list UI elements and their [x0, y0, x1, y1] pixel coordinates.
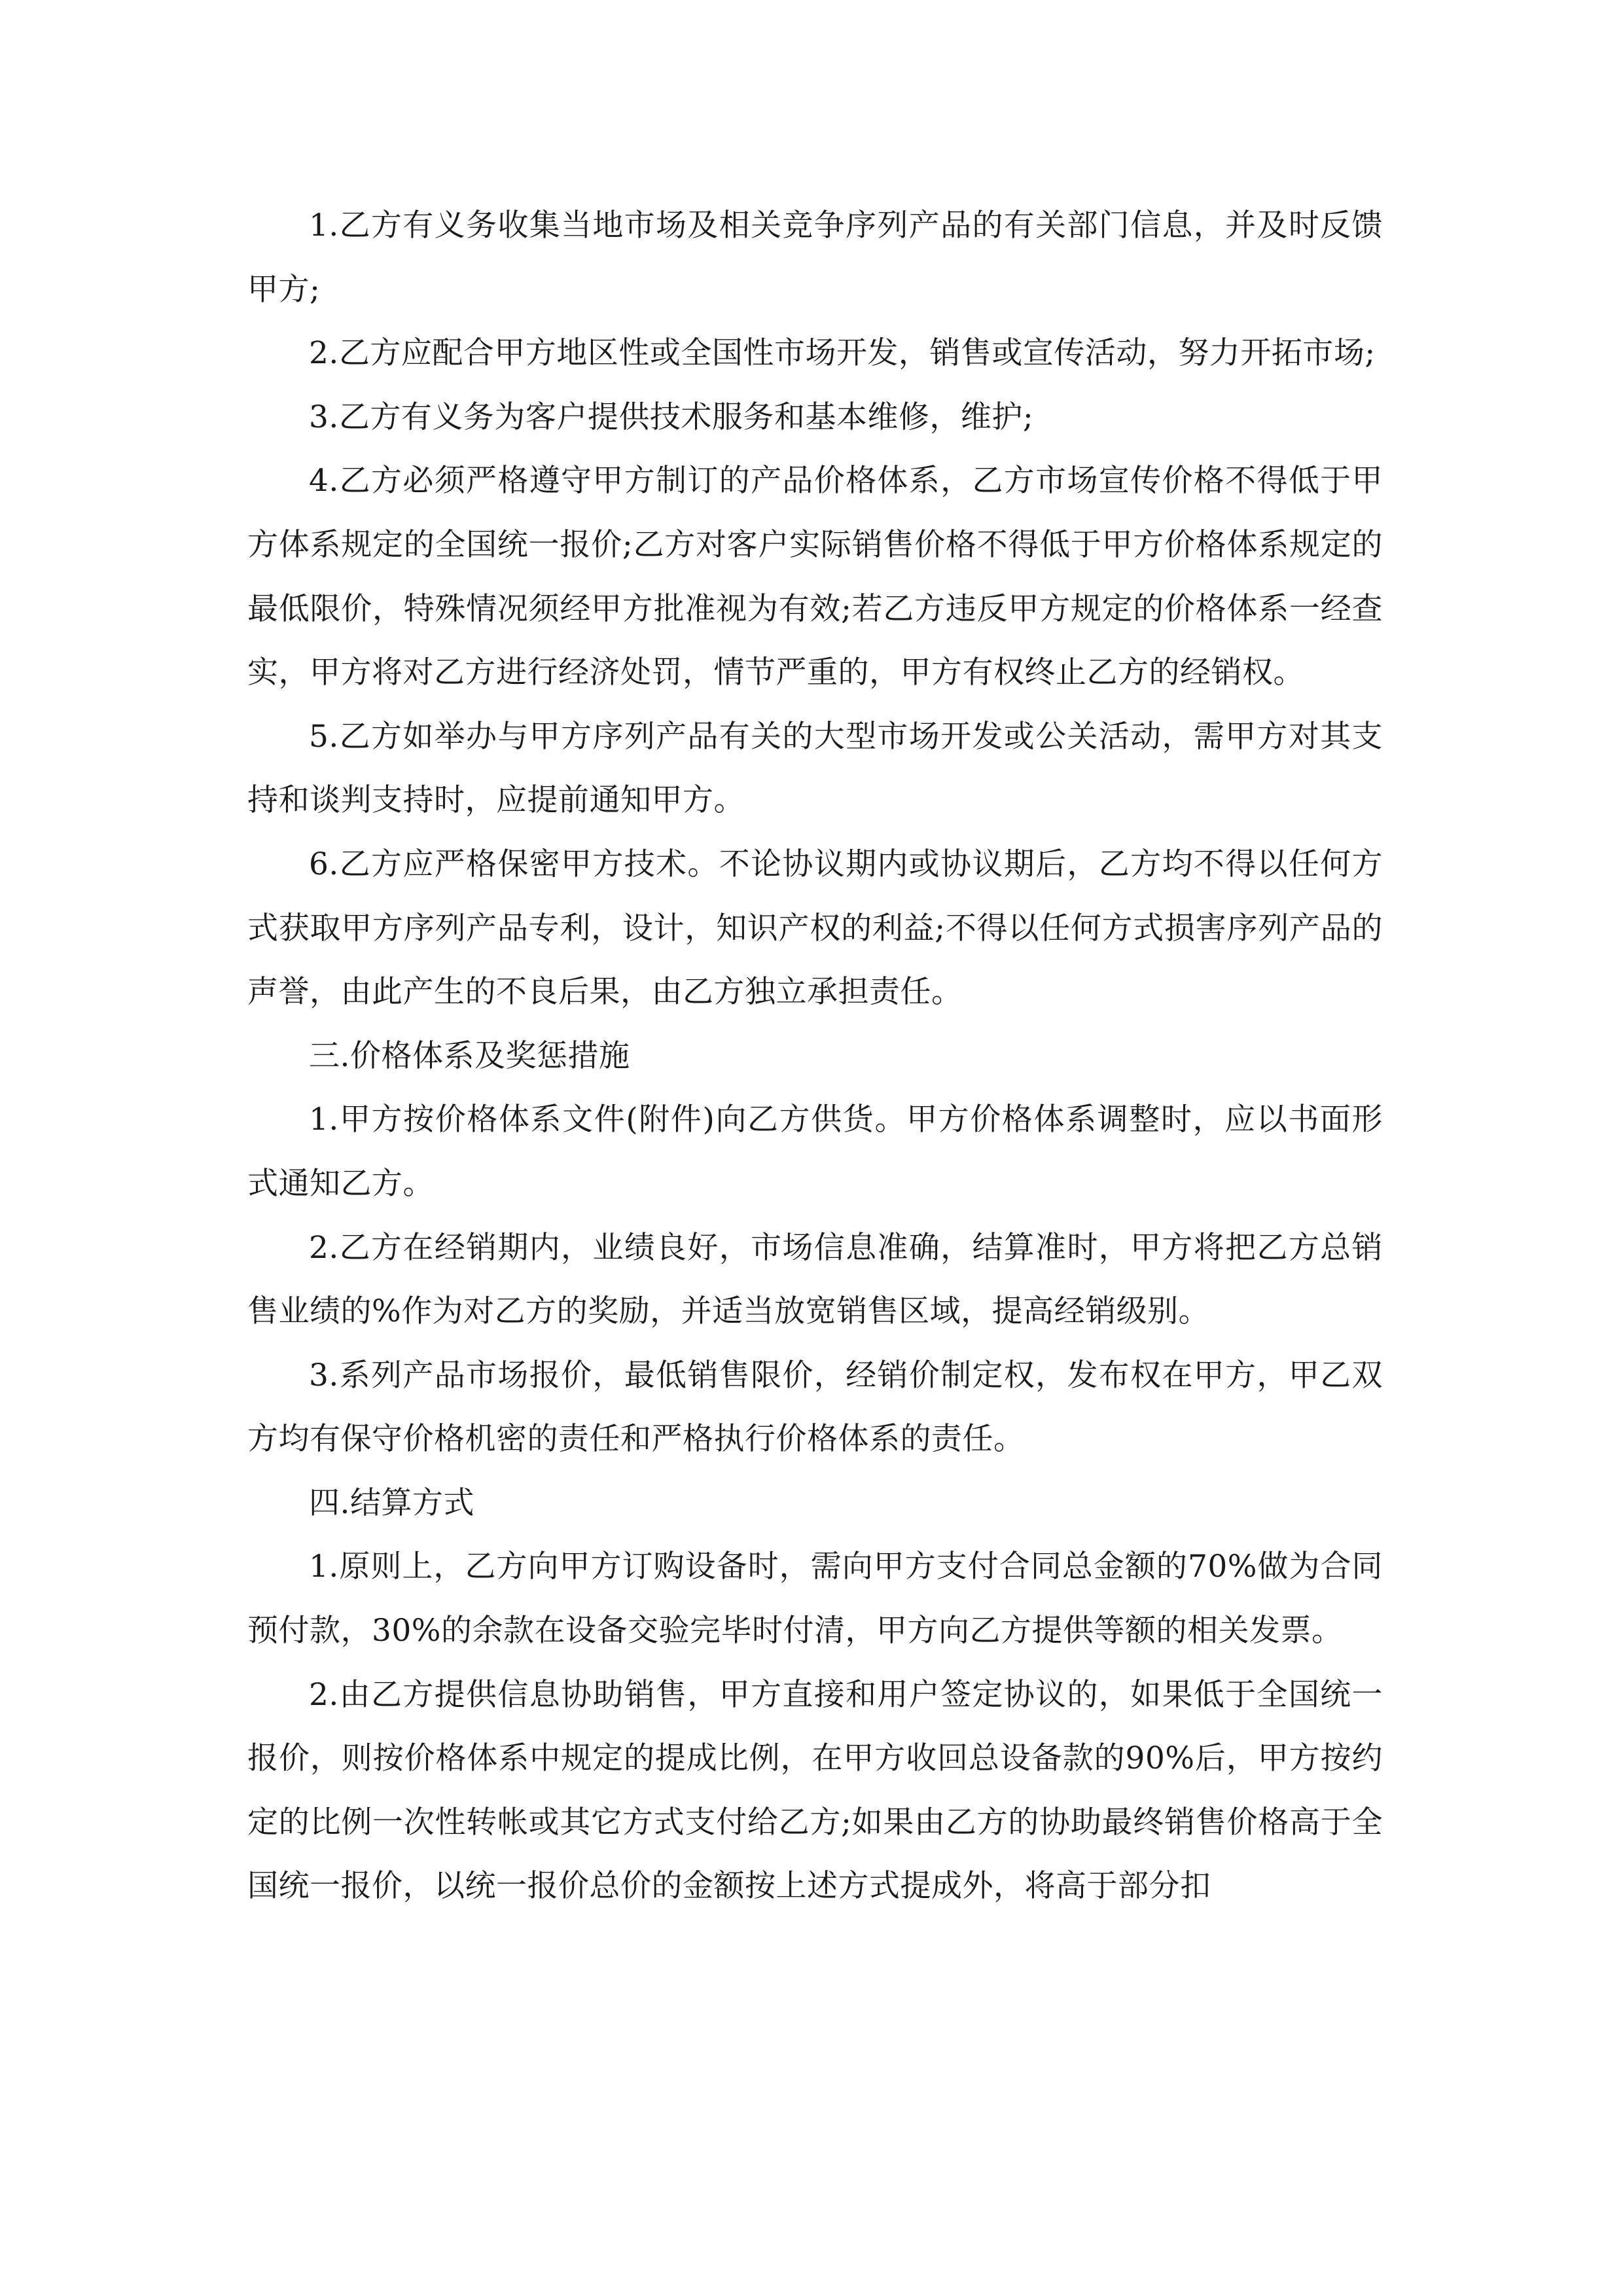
paragraph-6: 6.乙方应严格保密甲方技术。不论协议期内或协议期后，乙方均不得以任何方式获取甲方序列产品专利，设计，知识产权的利益;不得以任何方式损害序列产品的声誉，由此产生的不良后果，由乙方独立承担责任。 — [247, 846, 1383, 1011]
paragraph-2: 2.乙方应配合甲方地区性或全国性市场开发，销售或宣传活动，努力开拓市场; — [309, 335, 1376, 372]
paragraph-pricing-2: 2.乙方在经销期内，业绩良好，市场信息准确，结算准时，甲方将把乙方总销售业绩的%作为对乙方的奖励，并适当放宽销售区域，提高经销级别。 — [247, 1229, 1383, 1330]
paragraph-settlement-1: 1.原则上，乙方向甲方订购设备时，需向甲方支付合同总金额的70%做为合同预付款，30%的余款在设备交验完毕时付清，甲方向乙方提供等额的相关发票。 — [247, 1549, 1383, 1649]
paragraph-pricing-1: 1.甲方按价格体系文件(附件)向乙方供货。甲方价格体系调整时，应以书面形式通知乙方。 — [247, 1102, 1383, 1202]
paragraph-pricing-3: 3.系列产品市场报价，最低销售限价，经销价制定权，发布权在甲方，甲乙双方均有保守价格机密的责任和严格执行价格体系的责任。 — [247, 1357, 1383, 1458]
section-heading-settlement: 四.结算方式 — [309, 1484, 474, 1521]
section-heading-pricing: 三.价格体系及奖惩措施 — [309, 1037, 630, 1074]
paragraph-settlement-2: 2.由乙方提供信息协助销售，甲方直接和用户签定协议的，如果低于全国统一报价，则按价格体系中规定的提成比例，在甲方收回总设备款的90%后，甲方按约定的比例一次性转帐或其它方式支付给乙方;如果由乙方的协助最终销售价格高于全国统一报价，以统一报价总价的金额按上述方式提成外，将高于部分扣 — [247, 1676, 1383, 1905]
paragraph-4: 4.乙方必须严格遵守甲方制订的产品价格体系，乙方市场宣传价格不得低于甲方体系规定的全国统一报价;乙方对客户实际销售价格不得低于甲方价格体系规定的最低限价，特殊情况须经甲方批准视为有效;若乙方违反甲方规定的价格体系一经查实，甲方将对乙方进行经济处罚，情节严重的，甲方有权终止乙方的经销权。 — [247, 463, 1383, 691]
document-body — [247, 194, 1383, 1918]
paragraph-1: 1.乙方有义务收集当地市场及相关竞争序列产品的有关部门信息，并及时反馈甲方; — [247, 207, 1383, 308]
paragraph-3: 3.乙方有义务为客户提供技术服务和基本维修，维护; — [309, 399, 1034, 435]
paragraph-5: 5.乙方如举办与甲方序列产品有关的大型市场开发或公关活动，需甲方对其支持和谈判支持时，应提前通知甲方。 — [247, 718, 1383, 819]
